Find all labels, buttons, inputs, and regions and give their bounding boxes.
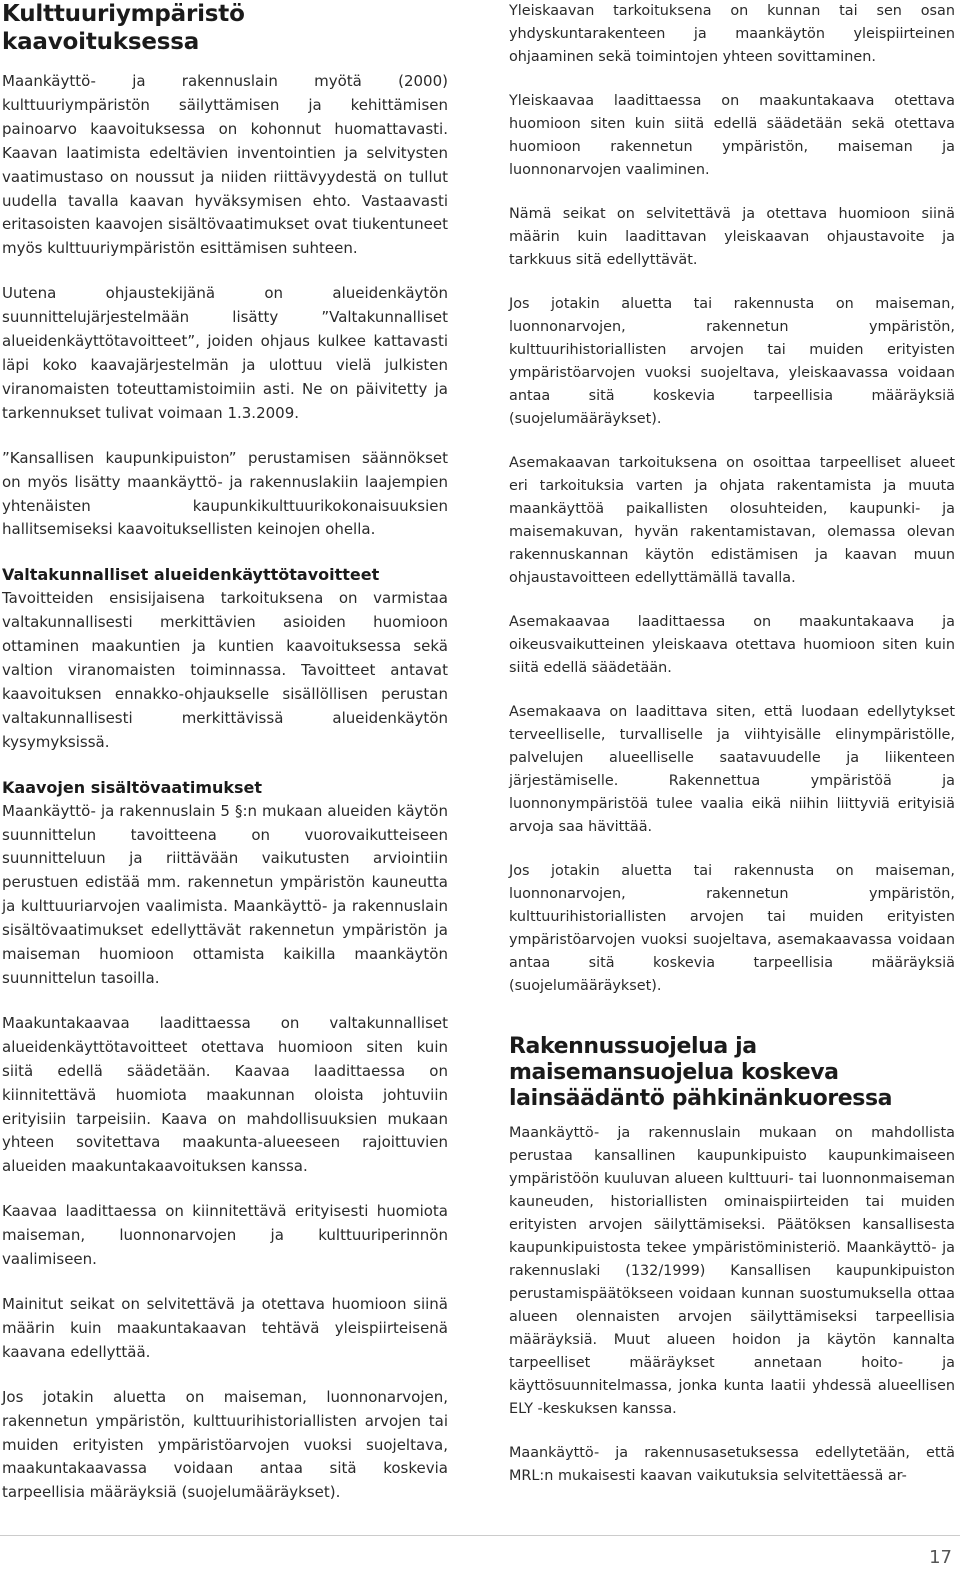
paragraph: Maankäyttö- ja rakennuslain myötä (2000) kulttuuriympäristön säilyttämisen ja kehittämisen painoarvo kaavoituksessa on kohonnut huomattavasti. Kaavan laatimista edeltävien inventointien ja selvitysten vaatimustaso on noussut ja niiden riittävyydestä on tullut uudella tavalla kaavan hyväksymisen ehto. Vastaavasti eritasoisten kaavojen sisältövaatimukset ovat tiukentuneet myös kulttuuriympäristön esittämisen suhteen.: [2, 72, 448, 258]
paragraph: Jos jotakin aluetta tai rakennusta on maiseman, luonnonarvojen, rakennetun ympäristön, kulttuurihistoriallisten arvojen tai muiden erityisten ympäristöarvojen vuoksi suojeltava, asemakaavassa voidaan antaa sitä koskevia tarpeellisia määräyksiä (suojelumääräykset).: [509, 863, 955, 994]
paragraph: Tavoitteiden ensisijaisena tarkoituksena on varmistaa valtakunnallisesti merkittävien asioiden huomioon ottaminen maakuntien ja kuntien kaavoituksessa sekä valtion viranomaisten toiminnassa. Tavoitteet antavat kaavoituksen ennakko-ohjaukselle sisällöllisen perustan valtakunnallisesti merkittävissä alueidenkäytön kysymyksissä.: [2, 589, 448, 751]
paragraph: Mainitut seikat on selvitettävä ja otettava huomioon siinä määrin kuin maakuntakaavan tehtävä yleispiirteisenä kaavana edellyttää.: [2, 1294, 448, 1361]
page-title: Kulttuuriympäristö kaavoituksessa: [2, 1, 245, 55]
paragraph: Jos jotakin aluetta tai rakennusta on maiseman, luonnonarvojen, rakennetun ympäristön, kulttuurihistoriallisten arvojen tai muiden erityisten ympäristöarvojen vuoksi suojeltava, yleiskaavassa voidaan antaa sitä koskevia tarpeellisia määräyksiä (suojelumääräykset).: [509, 296, 955, 427]
left-column: [2, 0, 448, 1526]
paragraph: Jos jotakin aluetta on maiseman, luonnonarvojen, rakennetun ympäristön, kulttuurihistoriallisten arvojen tai muiden erityisten ympäristöarvojen vuoksi suojeltava, maakuntakaavassa voidaan antaa sitä koskevia tarpeellisia määräyksiä (suojelumääräykset).: [2, 1387, 448, 1502]
paragraph: Uutena ohjaustekijänä on alueidenkäytön suunnittelujärjestelmään lisätty ”Valtakunnalliset alueidenkäyttötavoitteet”, joiden ohjaus kulkee kattavasti läpi koko kaavajärjestelmän ja ulottuu vielä julkisten viranomaisten toteuttamistoimiin asti. Ne on päivitetty ja tarkennukset tulivat voimaan 1.3.2009.: [2, 284, 448, 422]
page-number: 17: [929, 1547, 952, 1568]
section-heading: Rakennussuojelua ja maisemansuojelua koskeva lainsäädäntö pähkinänkuoressa: [509, 1034, 893, 1111]
paragraph: Maankäyttö- ja rakennusasetuksessa edellytetään, että MRL:n mukaisesti kaavan vaikutuksia selvitettäessä ar-: [509, 1445, 955, 1484]
subheading: Kaavojen sisältövaatimukset: [2, 777, 263, 797]
right-column: [509, 0, 955, 1509]
paragraph: Maankäyttö- ja rakennuslain 5 §:n mukaan alueiden käytön suunnittelun tavoitteena on vuorovaikutteiseen suunnitteluun ja riittävään vaikutusten arviointiin perustuen edistää mm. rakennetun ympäristön kauneutta ja kulttuuriarvojen vaalimista. Maankäyttö- ja rakennuslain sisältövaatimukset edellyttävät rakennetun ympäristön ja maiseman huomioon ottamista kaikilla maankäytön suunnittelun tasoilla.: [2, 801, 448, 987]
paragraph: Kaavaa laadittaessa on kiinnitettävä erityisesti huomiota maiseman, luonnonarvojen ja kulttuuriperinnön vaalimiseen.: [2, 1202, 448, 1269]
paragraph: Asemakaava on laadittava siten, että luodaan edellytykset terveelliselle, turvalliselle ja viihtyisälle elinympäristölle, palvelujen alueelliselle saatavuudelle ja liikenteen järjestämiselle. Rakennettua ympäristöä ja luonnonympäristöä tulee vaalia eikä niihin liittyviä erityisiä arvoja saa hävittää.: [509, 704, 955, 835]
paragraph: ”Kansallisen kaupunkipuiston” perustamisen säännökset on myös lisätty maankäyttö- ja rakennuslakiin laajempien yhtenäisten kaupunkikulttuurikokonaisuuksien hallitsemiseksi kaavoituksellisten keinojen ohella.: [2, 448, 448, 539]
paragraph: Nämä seikat on selvitettävä ja otettava huomioon siinä määrin kuin laadittavan yleiskaavan ohjaustavoite ja tarkkuus sitä edellyttävät.: [509, 206, 955, 268]
paragraph: Asemakaavan tarkoituksena on osoittaa tarpeelliset alueet eri tarkoituksia varten ja ohjata rakentamista ja muuta maankäyttöä paikallisten olosuhteiden, kaupunki- ja maisemakuvan, hyvän rakentamistavan, olemassa olevan rakennuskannan käytön edistämisen ja kaavan muun ohjaustavoitteen edellyttämällä tavalla.: [509, 455, 955, 586]
footer-rule: [0, 1535, 960, 1536]
subheading: Valtakunnalliset alueidenkäyttötavoitteet: [2, 565, 380, 585]
paragraph: Maankäyttö- ja rakennuslain mukaan on mahdollista perustaa kansallinen kaupunkipuisto kaupunkimaiseen ympäristöön kuuluvan alueen kulttuuri- tai luonnonmaiseman kauneuden, historiallisten ominaispiirteiden tai muiden erityisten arvojen säilyttämiseksi. Päätöksen kansallisesta kaupunkipuistosta tekee ympäristöministeriö. Maankäyttö- ja rakennuslaki (132/1999) Kansallisen kaupunkipuiston perustamispäätökseen voidaan kunnan suostumuksella ottaa alueen olennaisten arvojen säilyttämiseksi tarpeellisia määräyksiä. Muut alueen hoidon ja käytön kannalta tarpeelliset määräykset annetaan hoito- ja käyttösuunnitelmassa, jonka kunta laatii yhdessä alueellisen ELY -keskuksen kanssa.: [509, 1125, 955, 1417]
paragraph: Yleiskaavan tarkoituksena on kunnan tai sen osan yhdyskuntarakenteen ja maankäytön yleispiirteinen ohjaaminen sekä toimintojen yhteen sovittaminen.: [509, 3, 955, 65]
paragraph: Yleiskaavaa laadittaessa on maakuntakaava otettava huomioon siten kuin siitä edellä säädetään sekä otettava huomioon rakennetun ympäristön, maiseman ja luonnonarvojen vaaliminen.: [509, 93, 955, 178]
paragraph: Maakuntakaavaa laadittaessa on valtakunnalliset alueidenkäyttötavoitteet otettava huomioon siten kuin siitä edellä säädetään. Kaavaa laadittaessa on kiinnitettävä huomiota maakunnan oloista johtuviin erityisiin tarpeisiin. Kaava on mahdollisuuksien mukaan yhteen sovitettava maakunta-alueeseen rajoittuvien alueiden maakuntakaavoituksen kanssa.: [2, 1013, 448, 1176]
paragraph: Asemakaavaa laadittaessa on maakuntakaava ja oikeusvaikutteinen yleiskaava otettava huomioon siten kuin siitä edellä säädetään.: [509, 614, 955, 676]
